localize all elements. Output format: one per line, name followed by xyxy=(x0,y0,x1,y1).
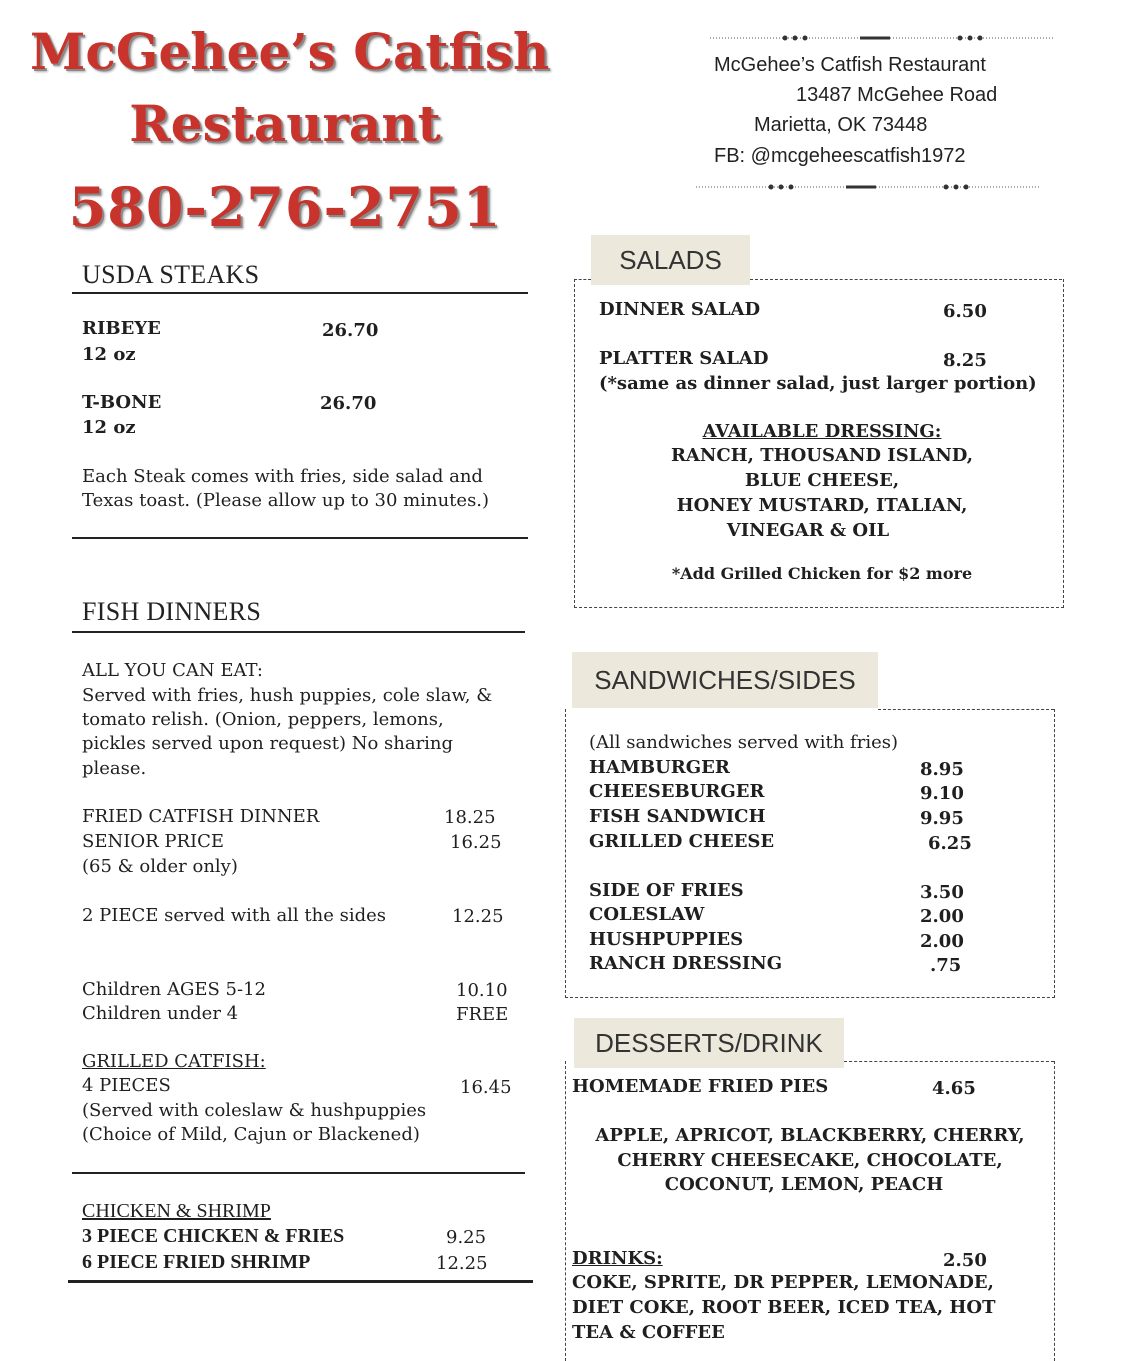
tbone-size: 12 oz xyxy=(82,417,136,438)
side-name: HUSHPUPPIES xyxy=(589,929,744,950)
pie-flavors-line: COCONUT, LEMON, PEACH xyxy=(664,1174,944,1195)
address-street: 13487 McGehee Road xyxy=(796,84,998,106)
chicken-title: CHICKEN & SHRIMP xyxy=(82,1200,271,1222)
drinks-line: COKE, SPRITE, DR PEPPER, LEMONADE, xyxy=(572,1272,994,1293)
ayce-line: please. xyxy=(82,758,147,779)
side-name: COLESLAW xyxy=(589,904,705,925)
address-name: McGehee’s Catfish Restaurant xyxy=(714,54,986,76)
sandwiches-tab xyxy=(572,652,878,708)
pie-flavors-line: CHERRY CHEESECAKE, CHOCOLATE, xyxy=(617,1150,1003,1171)
drinks-line: TEA & COFFEE xyxy=(572,1322,725,1343)
chicken-item-name: 3 PIECE CHICKEN & FRIES xyxy=(82,1225,345,1247)
grilled-note-1: (Served with coleslaw & hushpuppies xyxy=(82,1100,427,1121)
sandwich-name: FISH SANDWICH xyxy=(589,806,766,827)
sandwich-name: GRILLED CHEESE xyxy=(589,831,775,852)
salads-heading: SALADS xyxy=(619,244,722,275)
salads-tab xyxy=(591,235,750,285)
platter-salad-price: 8.25 xyxy=(943,350,987,371)
restaurant-name-line1: McGehee’s Catfish xyxy=(30,22,550,81)
ayce-line: tomato relish. (Onion, peppers, lemons, xyxy=(82,709,444,730)
sandwich-name: HAMBURGER xyxy=(589,757,730,778)
under4-name: Children under 4 xyxy=(82,1003,239,1024)
side-price: 3.50 xyxy=(920,882,964,903)
side-price: 2.00 xyxy=(920,906,964,927)
address-divider-top xyxy=(710,34,1055,42)
dressing-line: HONEY MUSTARD, ITALIAN, xyxy=(676,495,968,516)
fried-pies-name: HOMEMADE FRIED PIES xyxy=(572,1076,829,1097)
steaks-heading: USDA STEAKS xyxy=(82,260,260,289)
address-city: Marietta, OK 73448 xyxy=(754,114,928,136)
steaks-bottom-rule xyxy=(72,537,528,539)
steaks-heading-rule xyxy=(72,292,528,294)
ribeye-size: 12 oz xyxy=(82,344,136,365)
fried-pies-price: 4.65 xyxy=(932,1078,976,1099)
steaks-note-line2: Texas toast. (Please allow up to 30 minutes.) xyxy=(82,490,490,511)
children-price: 10.10 xyxy=(456,980,508,1001)
drinks-line: DIET COKE, ROOT BEER, ICED TEA, HOT xyxy=(572,1297,996,1318)
side-name: SIDE OF FRIES xyxy=(589,880,744,901)
side-price: 2.00 xyxy=(920,931,964,952)
chicken-item-price: 9.25 xyxy=(446,1227,487,1248)
tbone-name: T-BONE xyxy=(82,392,162,413)
ayce-line: Served with fries, hush puppies, cole slaw, & xyxy=(82,685,493,706)
platter-salad-name: PLATTER SALAD xyxy=(599,348,769,369)
senior-name: SENIOR PRICE xyxy=(82,831,225,852)
shrimp-item-price: 12.25 xyxy=(436,1253,488,1274)
dressing-line: BLUE CHEESE, xyxy=(744,470,900,491)
pie-flavors-line: APPLE, APRICOT, BLACKBERRY, CHERRY, xyxy=(595,1125,1025,1146)
two-piece-price: 12.25 xyxy=(452,906,504,927)
side-price: .75 xyxy=(930,955,962,976)
grilled-title: GRILLED CATFISH: xyxy=(82,1051,266,1072)
ribeye-price: 26.70 xyxy=(322,320,379,341)
grilled-note-2: (Choice of Mild, Cajun or Blackened) xyxy=(82,1124,420,1145)
children-name: Children AGES 5-12 xyxy=(82,979,266,1000)
grilled-price: 16.45 xyxy=(460,1077,512,1098)
steaks-note-line1: Each Steak comes with fries, side salad and xyxy=(82,466,483,487)
drinks-price: 2.50 xyxy=(943,1250,987,1271)
senior-note: (65 & older only) xyxy=(82,856,238,877)
dressing-title: AVAILABLE DRESSING: xyxy=(702,421,942,442)
sandwich-price: 8.95 xyxy=(920,759,964,780)
dinner-salad-name: DINNER SALAD xyxy=(599,299,761,320)
sandwich-price: 9.95 xyxy=(920,808,964,829)
grilled-chicken-addon: *Add Grilled Chicken for $2 more xyxy=(671,564,973,583)
platter-salad-note: (*same as dinner salad, just larger portion) xyxy=(599,373,1037,394)
fish-heading: FISH DINNERS xyxy=(82,597,262,626)
two-piece-name: 2 PIECE served with all the sides xyxy=(82,905,387,926)
ayce-title: ALL YOU CAN EAT: xyxy=(82,660,263,681)
restaurant-phone: 580-276-2751 xyxy=(68,175,502,239)
senior-price: 16.25 xyxy=(450,832,502,853)
dressing-line: VINEGAR & OIL xyxy=(726,520,890,541)
under4-price: FREE xyxy=(456,1004,509,1025)
fish-heading-rule xyxy=(72,631,525,633)
dressing-line: RANCH, THOUSAND ISLAND, xyxy=(670,445,974,466)
grilled-name: 4 PIECES xyxy=(82,1075,171,1096)
fish-bottom-rule xyxy=(72,1172,525,1174)
fried-dinner-name: FRIED CATFISH DINNER xyxy=(82,806,320,827)
address-facebook: FB: @mcgeheescatfish1972 xyxy=(714,145,966,167)
tbone-price: 26.70 xyxy=(320,393,377,414)
sandwich-name: CHEESEBURGER xyxy=(589,781,765,802)
shrimp-item-name: 6 PIECE FRIED SHRIMP xyxy=(82,1251,311,1273)
chicken-bottom-rule xyxy=(68,1280,533,1283)
restaurant-name-line2: Restaurant xyxy=(129,94,441,153)
fried-dinner-price: 18.25 xyxy=(444,807,496,828)
drinks-title: DRINKS: xyxy=(572,1248,663,1269)
desserts-heading: DESSERTS/DRINK xyxy=(595,1027,823,1058)
side-name: RANCH DRESSING xyxy=(589,953,783,974)
ayce-line: pickles served upon request) No sharing xyxy=(82,733,454,754)
sandwich-price: 6.25 xyxy=(928,833,972,854)
sandwiches-note: (All sandwiches served with fries) xyxy=(589,732,898,753)
sandwiches-heading: SANDWICHES/SIDES xyxy=(594,664,856,695)
dinner-salad-price: 6.50 xyxy=(943,301,987,322)
sandwich-price: 9.10 xyxy=(920,783,964,804)
ribeye-name: RIBEYE xyxy=(82,318,161,339)
address-divider-bottom xyxy=(696,183,1041,191)
